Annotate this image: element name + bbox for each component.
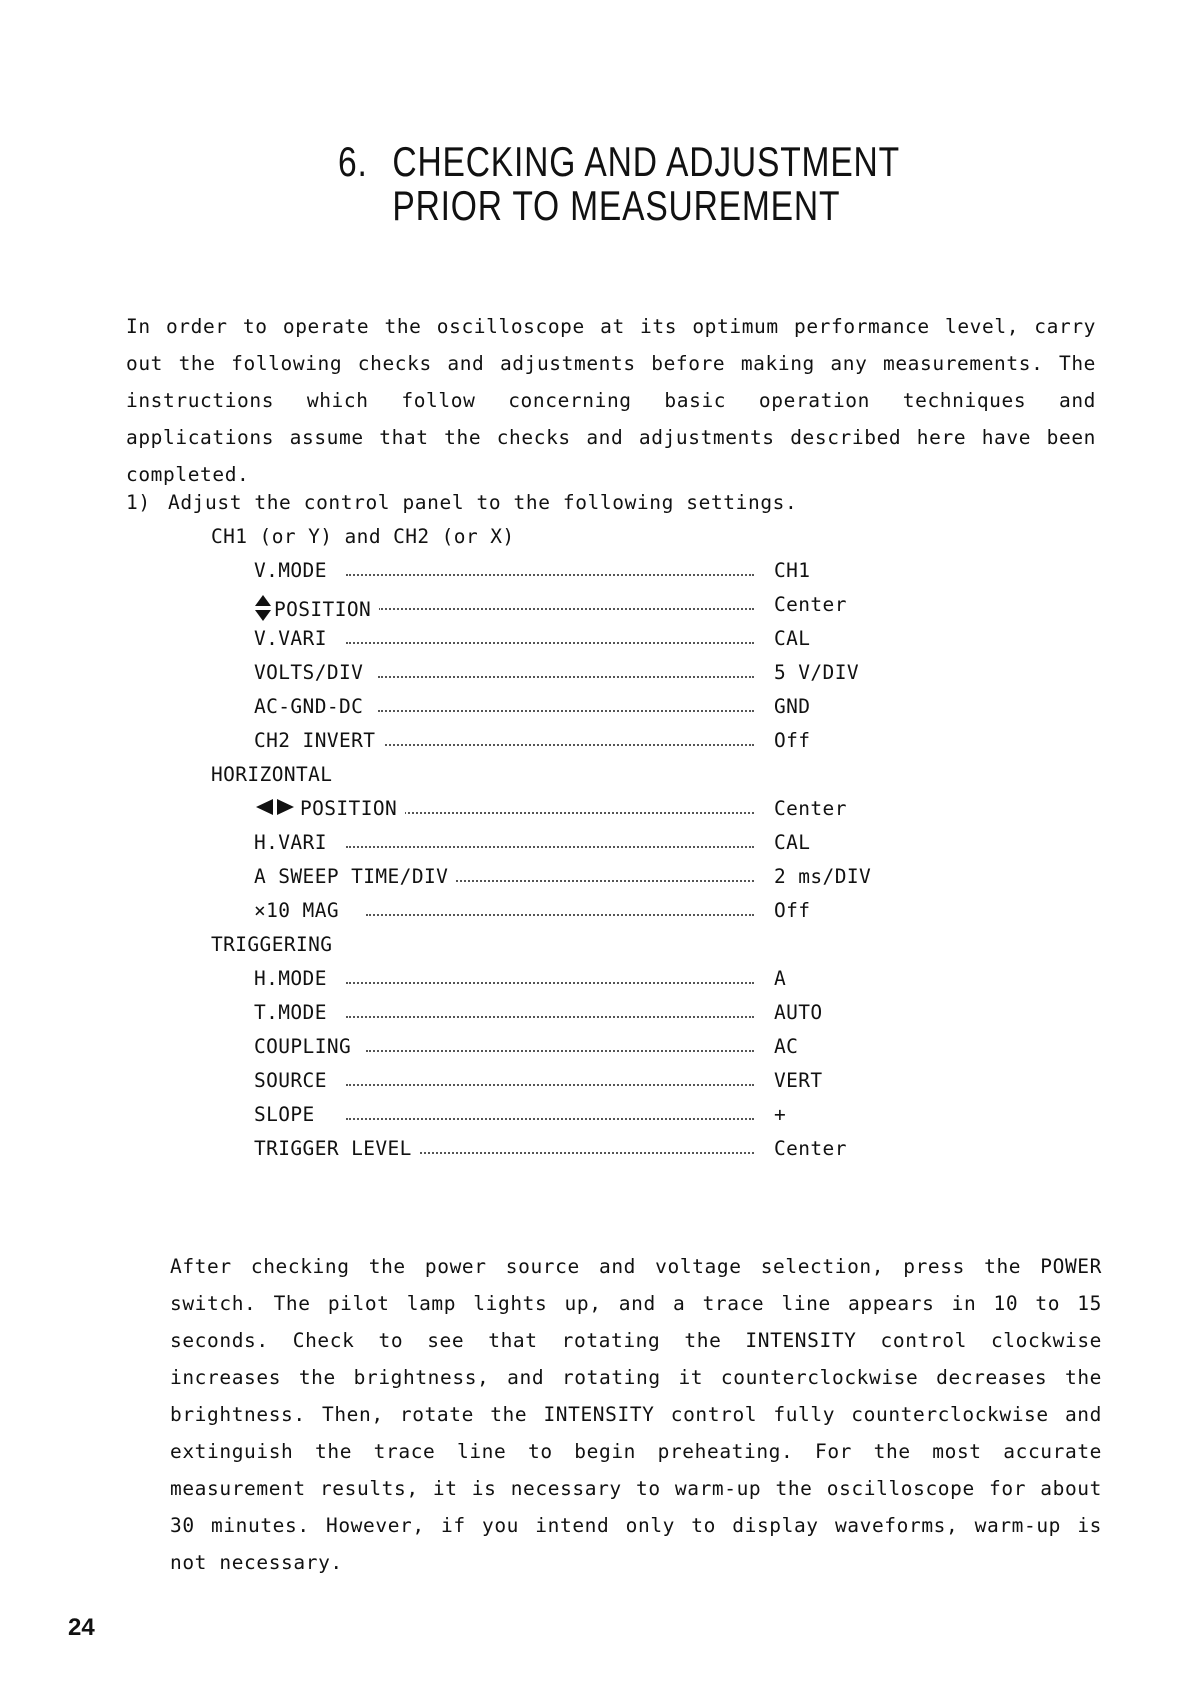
leader-dots <box>346 1016 754 1018</box>
setting-label: CH2 INVERT <box>254 729 383 752</box>
setting-row <box>254 1035 894 1065</box>
setting-row <box>254 797 894 827</box>
setting-label: V.MODE <box>254 559 335 582</box>
setting-value: 2 ms/DIV <box>774 865 872 888</box>
section-title <box>338 140 900 228</box>
setting-value: CAL <box>774 831 811 854</box>
page-number: 24 <box>68 1614 95 1641</box>
setting-value: A <box>774 967 787 990</box>
leader-dots <box>378 608 754 610</box>
setting-value: Off <box>774 729 811 752</box>
setting-value: + <box>774 1103 787 1126</box>
setting-row <box>254 661 894 691</box>
setting-row <box>254 1069 894 1099</box>
setting-label: VOLTS/DIV <box>254 661 371 684</box>
leader-dots <box>452 880 754 882</box>
leader-dots <box>400 1152 754 1154</box>
leader-dots <box>346 982 754 984</box>
leader-dots <box>346 1084 754 1086</box>
setting-label: AC-GND-DC <box>254 695 371 718</box>
leader-dots <box>346 846 754 848</box>
group-heading-channels: CH1 (or Y) and CH2 (or X) <box>211 525 515 548</box>
setting-value: CH1 <box>774 559 811 582</box>
leader-dots <box>378 744 754 746</box>
setting-value: CAL <box>774 627 811 650</box>
leader-dots <box>346 1118 754 1120</box>
setting-value: Center <box>774 797 847 820</box>
step-text: Adjust the control panel to the following settings. <box>168 491 798 514</box>
setting-label: TRIGGER LEVEL <box>254 1137 420 1160</box>
leader-dots <box>366 1050 754 1052</box>
setting-row <box>254 865 894 895</box>
title-line-2: PRIOR TO MEASUREMENT <box>392 182 841 229</box>
setting-label: COUPLING <box>254 1035 359 1058</box>
setting-label: POSITION <box>274 598 372 621</box>
setting-row <box>254 1137 894 1167</box>
setting-value: AUTO <box>774 1001 823 1024</box>
step-1 <box>126 491 797 514</box>
leader-dots <box>346 574 754 576</box>
setting-row <box>254 627 894 657</box>
setting-label: T.MODE <box>254 1001 335 1024</box>
group-heading-triggering: TRIGGERING <box>211 933 333 956</box>
setting-row <box>254 1001 894 1031</box>
setting-row <box>254 1103 894 1133</box>
group-heading-horizontal: HORIZONTAL <box>211 763 333 786</box>
setting-value: VERT <box>774 1069 823 1092</box>
title-line-1: CHECKING AND ADJUSTMENT <box>392 138 900 185</box>
setting-label: A SWEEP TIME/DIV <box>254 865 456 888</box>
intro-paragraph: In order to operate the oscilloscope at its optimum performance level, carry out the following checks and adjustments before making any measurements. The instructions which follow concerning basic operation techniques and applications assume that the checks and adjustments described here have been completed. <box>126 315 1096 486</box>
setting-value: 5 V/DIV <box>774 661 859 684</box>
setting-label: POSITION <box>300 797 398 820</box>
setting-value: Off <box>774 899 811 922</box>
setting-row <box>254 593 894 623</box>
leader-dots <box>400 812 754 814</box>
vertical-position-arrows-icon <box>254 593 272 628</box>
setting-row <box>254 695 894 725</box>
leader-dots <box>346 642 754 644</box>
setting-row <box>254 967 894 997</box>
setting-label: SLOPE <box>254 1103 323 1126</box>
setting-value: Center <box>774 593 847 616</box>
setting-label: H.VARI <box>254 831 335 854</box>
setting-label: V.VARI <box>254 627 335 650</box>
leader-dots <box>378 676 754 678</box>
setting-row <box>254 831 894 861</box>
setting-value: AC <box>774 1035 799 1058</box>
setting-value: Center <box>774 1137 847 1160</box>
setting-value: GND <box>774 695 811 718</box>
setting-label: ×10 MAG <box>254 899 347 922</box>
setting-label: SOURCE <box>254 1069 335 1092</box>
setting-row <box>254 899 894 929</box>
setting-row <box>254 559 894 589</box>
setting-row <box>254 729 894 759</box>
setting-label: H.MODE <box>254 967 335 990</box>
leader-dots <box>378 710 754 712</box>
leader-dots <box>366 914 754 916</box>
horizontal-position-arrows-icon <box>254 797 298 822</box>
warmup-paragraph: After checking the power source and voltage selection, press the POWER switch. The pilot lamp lights up, and a trace line appears in 10 to 15 seconds. Check to see that rotating the INTENSITY control clockwise increases the brightness, and rotating it counterclockwise decreases the brightness. Then, rotate the INTENSITY control fully counterclockwise and extinguish the trace line to begin preheating. For the most accurate measurement results, it is necessary to warm-up the oscilloscope for about 30 minutes. However, if you intend only to display waveforms, warm-up is not necessary. <box>170 1255 1102 1574</box>
step-index: 1) <box>126 491 151 514</box>
section-number: 6. <box>338 138 368 185</box>
